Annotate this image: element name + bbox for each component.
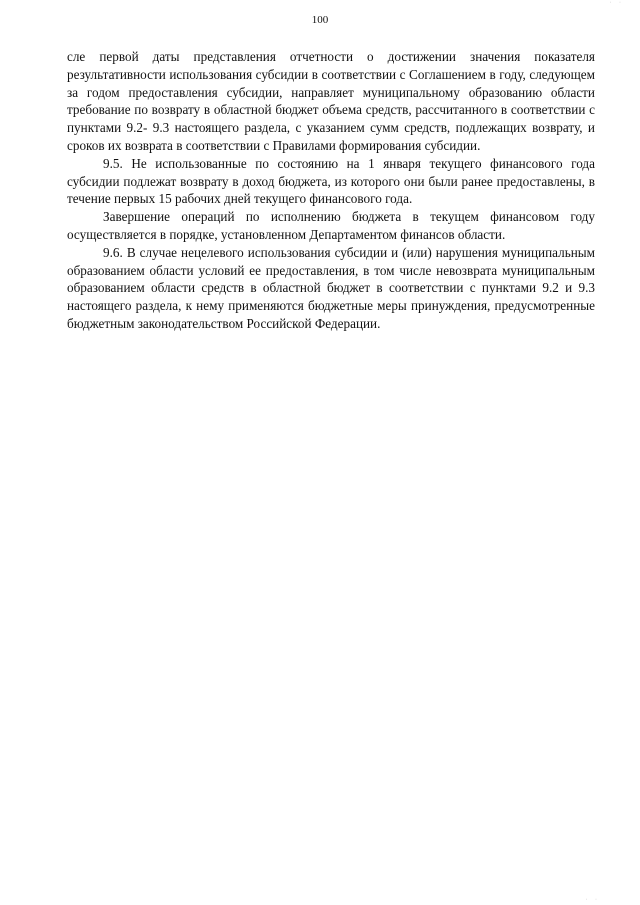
paragraph-continuation: сле первой даты представления отчетности о достижении значения показателя результативности использования субсидии в соответствии с Соглашением в году, следующем за годом предоставления субсидии, направляет муниципальному образованию области требование по возврату в областной бюджет объема средств, рассчитанного в соответствии с пунктами 9.2- 9.3 настоящего раздела, с указанием сумм средств, подлежащих возврату, и сроков их возврата в соответствии с Правилами формирования субсидии.: [67, 49, 595, 153]
document-body: [67, 48, 595, 333]
page-number: 100: [311, 14, 329, 26]
paragraph-9-6: 9.6. В случае нецелевого использования субсидии и (или) нарушения муниципальным образованием области условий ее предоставления, в том числе невозврата муниципальным образованием области средств в областной бюджет в соответствии с пунктами 9.2 и 9.3 настоящего раздела, к нему применяются бюджетные меры принуждения, предусмотренные бюджетным законодательством Российской Федерации.: [67, 244, 595, 331]
scan-mark-top: · ·: [609, 0, 624, 6]
paragraph-budget-completion: Завершение операций по исполнению бюджета в текущем финансовом году осуществляется в порядке, установленном Департаментом финансов области.: [67, 209, 595, 242]
scan-mark-bottom: · ·: [585, 897, 600, 903]
paragraph-9-5: 9.5. Не использованные по состоянию на 1 января текущего финансового года субсидии подлежат возврату в доход бюджета, из которого они были ранее предоставлены, в течение первых 15 рабочих дней текущего финансового года.: [67, 155, 595, 207]
